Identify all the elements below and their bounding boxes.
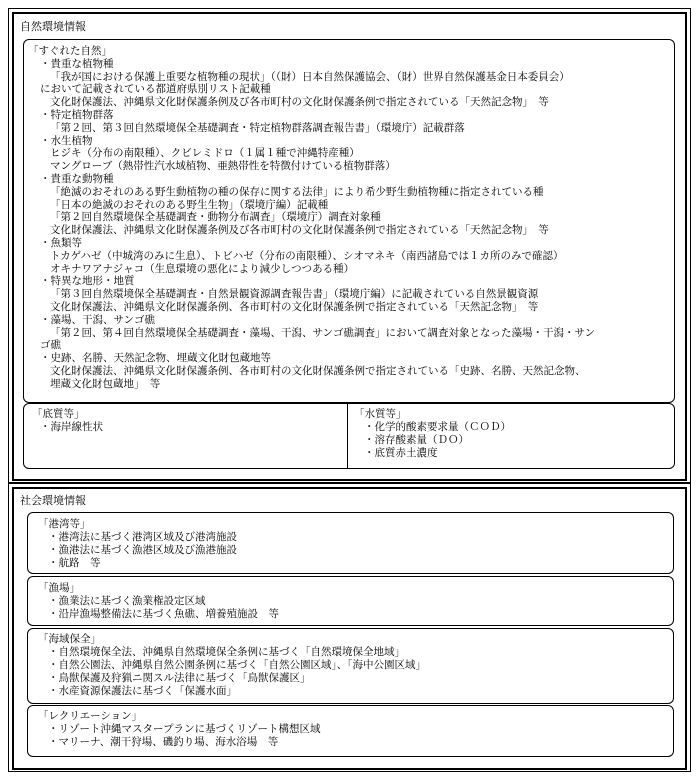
excellent-nature-line: ・魚類等 — [40, 237, 82, 249]
marine-conservation-item: ・自然環境保全法、沖縄県自然環境保全条例に基づく「自然環境保全地域」 — [48, 646, 405, 658]
excellent-nature-line: 文化財保護法、沖縄県文化財保護条例及び各市町村の文化財保護条例で指定されている「天然記念物」 等 — [50, 96, 549, 109]
excellent-nature-line: 「日本の絶滅のおそれのある野生生物」（環境庁編）記載種 — [50, 198, 329, 211]
marine-conservation-item: ・鳥獣保護及狩猟ニ関スル法律に基づく「鳥獣保護区」 — [48, 672, 311, 684]
marine-conservation-title: 「海域保全」 — [38, 633, 101, 645]
excellent-nature-line: ゴ礁 — [40, 339, 61, 352]
excellent-nature-line: 「第２回自然環境保全基礎調査・動物分布調査」（環境庁）調査対象種 — [50, 211, 381, 224]
water-title: 「水質等」 — [354, 408, 407, 420]
excellent-nature-line: ・貴重な動物種 — [40, 173, 114, 185]
excellent-nature-line: 文化財保護法、沖縄県文化財保護条例、各市町村の文化財保護条例で指定されている「史跡、名勝、天然記念物、 — [50, 365, 586, 377]
marine-conservation-item: ・自然公園法、沖縄県自然公園条例に基づく「自然公園区域」、「海中公園区域」 — [48, 659, 426, 671]
water-item-redsoil: ・底質赤土濃度 — [364, 447, 438, 459]
natural-section-title: 自然環境情報 — [20, 20, 86, 33]
excellent-nature-line: 「第２回、第４回自然環境保全基礎調査・藻場、干潟、サンゴ礁調査」において調査対象となった藻場・干潟・サン — [50, 326, 595, 339]
fishery-item: ・漁業法に基づく漁業権設定区域 — [48, 595, 206, 607]
recreation-title: 「レクリエーション」 — [38, 710, 143, 722]
excellent-nature-line: ・水生植物 — [40, 134, 93, 147]
port-item: ・漁港法に基づく漁港区域及び漁港施設 — [48, 544, 237, 556]
water-item-cod: ・化学的酸素要求量（ＣＯＤ） — [364, 421, 511, 433]
excellent-nature-line: ・特定植物群落 — [40, 109, 114, 121]
sediment-water-divider — [347, 403, 348, 469]
recreation-item: ・マリーナ、潮干狩場、磯釣り場、海水浴場 等 — [48, 736, 279, 748]
sediment-item: ・海岸線性状 — [40, 421, 103, 433]
excellent-nature-line: ・史跡、名勝、天然記念物、埋蔵文化財包蔵地等 — [40, 352, 271, 365]
marine-conservation-item: ・水産資源保護法に基づく「保護水面」 — [48, 685, 237, 697]
excellent-nature-line: トカゲハゼ（中城湾のみに生息）、トビハゼ（分布の南限種）、シオマネキ（南西諸島では１カ所のみで確認） — [50, 249, 564, 262]
port-item: ・港湾法に基づく港湾区域及び港湾施設 — [48, 531, 237, 543]
excellent-nature-line: ヒジキ（分布の南限種）、クビレミドロ（１属１種で沖縄特産種） — [50, 147, 360, 160]
water-item-do: ・溶存酸素量（ＤＯ） — [364, 434, 469, 446]
excellent-nature-title: 「すぐれた自然」 — [28, 45, 112, 57]
excellent-nature-line: 「第３回自然環境保全基礎調査・自然景観資源調査報告書」（環境庁編）に記載されている自然景観資源 — [50, 288, 539, 301]
excellent-nature-line: 埋蔵文化財包蔵地」 等 — [50, 377, 161, 390]
sediment-box — [23, 403, 675, 469]
excellent-nature-line: ・貴重な植物種 — [40, 57, 114, 70]
port-item: ・航路 等 — [48, 557, 101, 569]
excellent-nature-line: オキナワアナジャコ（生息環境の悪化により減少しつつある種） — [50, 262, 355, 275]
excellent-nature-line: ・藻場、干潟、サンゴ礁 — [40, 313, 155, 326]
sediment-title: 「底質等」 — [32, 408, 85, 420]
excellent-nature-line: マングローブ（熱帯性汽水域植物、亜熱帯性を特徴付けている植物群落） — [50, 160, 396, 173]
excellent-nature-line: ・特異な地形・地質 — [40, 275, 135, 288]
social-section-title: 社会環境情報 — [20, 494, 86, 507]
excellent-nature-line: において記載されている都道府県別リスト記載種 — [40, 83, 271, 96]
fishery-title: 「漁場」 — [38, 582, 80, 594]
excellent-nature-line: 「我が国における保護上重要な植物種の現状」（（財）日本自然保護協会、（財）世界自然保護基金日本委員会） — [50, 70, 570, 83]
excellent-nature-line: 文化財保護法、沖縄県文化財保護条例及び各市町村の文化財保護条例で指定されている「天然記念物」 等 — [50, 224, 549, 237]
port-title: 「港湾等」 — [38, 518, 91, 530]
excellent-nature-line: 「第２回、第３回自然環境保全基礎調査・特定植物群落調査報告書」（環境庁）記載群落 — [50, 121, 465, 134]
excellent-nature-line: 文化財保護法、沖縄県文化財保護条例、各市町村の文化財保護条例で指定されている「天然記念物」 等 — [50, 301, 539, 313]
fishery-item: ・沿岸漁場整備法に基づく魚礁、増養殖施設 等 — [48, 608, 279, 620]
recreation-item: ・リゾート沖縄マスタープランに基づくリゾート構想区域 — [48, 723, 321, 735]
excellent-nature-line: 「絶滅のおそれのある野生動植物の種の保存に関する法律」により希少野生動植物種に指定されている種 — [50, 185, 544, 198]
